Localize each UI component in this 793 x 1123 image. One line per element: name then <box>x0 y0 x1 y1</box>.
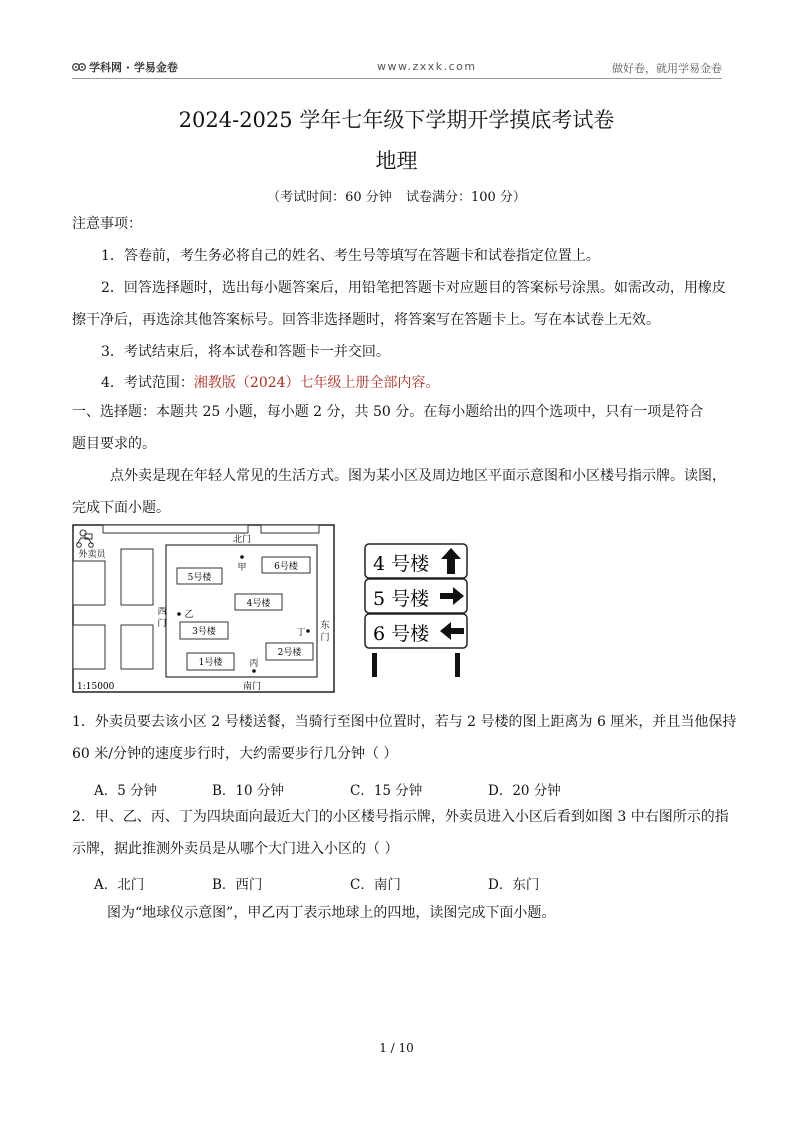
building-label-5: 5号楼 <box>187 573 212 583</box>
notice-item-continued: 擦干净后，再选涂其他答案标号。回答非选择题时，将答案写在答题卡上。写在本试卷上无效。 <box>72 312 660 328</box>
next-question-intro: 图为“地球仪示意图”，甲乙丙丁表示地球上的四地，读图完成下面小题。 <box>107 905 556 921</box>
notice-item-range <box>101 367 440 399</box>
option-c[interactable]: C．15 分钟 <box>350 783 423 799</box>
north-gate-label: 北门 <box>232 535 252 545</box>
question-2-stem: 2．甲、乙、丙、丁为四块面向最近大门的小区楼号指示牌，外卖员进入小区后看到如图 3 中右图所示的指 <box>72 809 729 825</box>
exam-subject: 地理 <box>375 149 418 173</box>
point-jia-marker <box>240 555 244 559</box>
west-gate-label: 门 <box>157 619 167 629</box>
page-number: 1 / 10 <box>379 1041 414 1055</box>
point-bing-marker <box>252 669 256 673</box>
question-intro-continued: 完成下面小题。 <box>72 500 170 516</box>
exam-title: 2024-2025 学年七年级下学期开学摸底考试卷 <box>178 108 615 132</box>
exam-score: 试卷满分：100 分） <box>405 190 526 205</box>
option-b[interactable]: B．10 分钟 <box>212 783 284 799</box>
site-url: www.zxxk.com <box>377 60 477 73</box>
exam-time-info <box>0 186 793 205</box>
option-c[interactable]: C．南门 <box>350 877 401 893</box>
range-prefix: 4．考试范围： <box>101 375 194 391</box>
south-gate-label: 南门 <box>242 682 262 692</box>
point-ding-label: 丁 <box>296 628 306 638</box>
exam-time: （考试时间：60 分钟 <box>267 190 392 205</box>
notice-heading: 注意事项： <box>72 216 142 232</box>
sign-label-4: 4 号楼 <box>373 553 430 575</box>
building-label-1: 1号楼 <box>198 658 223 668</box>
point-yi-marker <box>177 612 181 616</box>
option-b[interactable]: B．西门 <box>212 877 263 893</box>
question-1-stem: 1．外卖员要去该小区 2 号楼送餐，当骑行至图中位置时，若与 2 号楼的图上距离为 6 厘米，并且当他保持 <box>72 714 737 730</box>
option-a[interactable]: A．5 分钟 <box>94 783 158 799</box>
question-1-stem-continued: 60 米/分钟的速度步行时，大约需要步行几分钟（ ） <box>72 746 398 762</box>
section-heading: 一、选择题：本题共 25 小题，每小题 2 分，共 50 分。在每小题给出的四个选项中，只有一项是符合 <box>72 404 704 420</box>
sign-label-6: 6 号楼 <box>373 623 430 645</box>
page-header <box>72 58 722 79</box>
west-gate-label: 西 <box>157 607 167 617</box>
header-slogan: 做好卷，就用学易金卷 <box>612 62 722 75</box>
building-label-6: 6号楼 <box>274 562 298 572</box>
building-label-2: 2号楼 <box>277 648 302 658</box>
community-map <box>73 525 334 692</box>
section-heading-continued: 题目要求的。 <box>72 436 156 452</box>
east-gate-label: 东 <box>320 621 330 631</box>
building-label-3: 3号楼 <box>192 627 216 637</box>
logo <box>72 59 178 75</box>
point-ding-marker <box>306 629 310 633</box>
point-bing-label: 丙 <box>249 659 259 669</box>
logo-text: 学科网 · 学易金卷 <box>89 61 178 74</box>
notice-item: 3．考试结束后，将本试卷和答题卡一并交回。 <box>101 344 390 360</box>
option-a[interactable]: A．北门 <box>94 877 145 893</box>
option-d[interactable]: D．20 分钟 <box>488 783 561 799</box>
point-jia-label: 甲 <box>237 563 247 573</box>
building-label-4: 4号楼 <box>246 599 271 609</box>
east-gate-label: 门 <box>320 633 330 643</box>
range-value: 湘教版（2024）七年级上册全部内容。 <box>193 375 440 391</box>
point-yi-label: 乙 <box>184 610 194 620</box>
notice-item: 1．答卷前，考生务必将自己的姓名、考生号等填写在答题卡和试卷指定位置上。 <box>101 248 600 264</box>
owl-logo-icon <box>72 62 86 72</box>
question-2-stem-continued: 示牌，据此推测外卖员是从哪个大门进入小区的（ ） <box>72 841 399 857</box>
map-scale: 1:15000 <box>77 682 115 692</box>
courier-label: 外卖员 <box>78 550 106 560</box>
figure-map-and-signs <box>72 524 477 696</box>
notice-item: 2．回答选择题时，选出每小题答案后，用铅笔把答题卡对应题目的答案标号涂黑。如需改动，用橡皮 <box>101 280 726 296</box>
option-d[interactable]: D．东门 <box>488 877 540 893</box>
question-intro: 点外卖是现在年轻人常见的生活方式。图为某小区及周边地区平面示意图和小区楼号指示牌。读图， <box>110 468 726 484</box>
sign-label-5: 5 号楼 <box>373 588 430 610</box>
building-sign <box>365 544 467 677</box>
